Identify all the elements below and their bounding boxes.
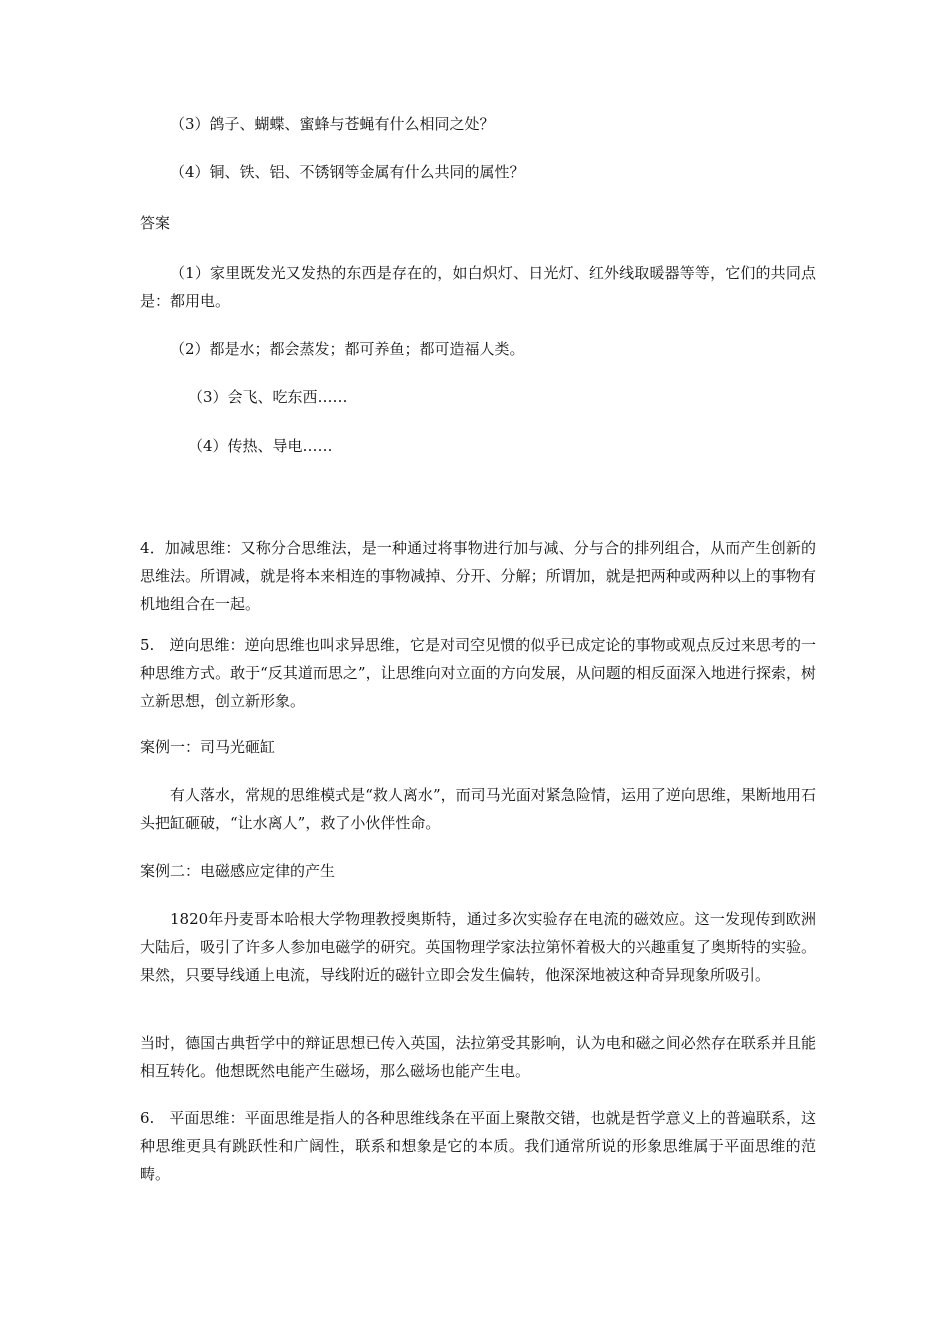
- answer-4: （4）传热、导电……: [188, 437, 333, 455]
- section-6-plane-thinking: 6. 平面思维：平面思维是指人的各种思维线条在平面上聚散交错，也就是哲学意义上的普遍联系，这种思维更具有跳跃性和广阔性，联系和想象是它的本质。我们通常所说的形象思维属于平面思维的范畴。: [140, 1109, 816, 1183]
- case-1-title: 案例一：司马光砸缸: [140, 738, 276, 756]
- answer-2: （2）都是水；都会蒸发；都可养鱼；都可造福人类。: [170, 340, 525, 358]
- case-2-title: 案例二：电磁感应定律的产生: [140, 862, 336, 880]
- case-1-body: 有人落水，常规的思维模式是“救人离水”，而司马光面对紧急险情，运用了逆向思维，果断地用石头把缸砸破，“让水离人”，救了小伙伴性命。: [140, 786, 816, 832]
- section-5-reverse-thinking: 5. 逆向思维：逆向思维也叫求异思维，它是对司空见惯的似乎已成定论的事物或观点反过来思考的一种思维方式。敢于“反其道而思之”，让思维向对立面的方向发展，从问题的相反面深入地进行探索，树立新思想，创立新形象。: [140, 636, 816, 710]
- question-4: （4）铜、铁、铝、不锈钢等金属有什么共同的属性？: [170, 163, 525, 181]
- answer-1: （1）家里既发光又发热的东西是存在的，如白炽灯、日光灯、红外线取暖器等等，它们的共同点是：都用电。: [140, 264, 816, 310]
- section-4-additive-thinking: 4．加减思维：又称分合思维法，是一种通过将事物进行加与减、分与合的排列组合，从而产生创新的思维法。所谓减，就是将本来相连的事物减掉、分开、分解；所谓加，就是把两种或两种以上的事物有机地组合在一起。: [140, 539, 816, 613]
- answer-3: （3）会飞、吃东西……: [188, 388, 348, 406]
- case-2-body: 1820年丹麦哥本哈根大学物理教授奥斯特，通过多次实验存在电流的磁效应。这一发现传到欧洲大陆后，吸引了许多人参加电磁学的研究。英国物理学家法拉第怀着极大的兴趣重复了奥斯特的实验。果然，只要导线通上电流，导线附近的磁针立即会发生偏转，他深深地被这种奇异现象所吸引。: [140, 910, 816, 984]
- answer-heading: 答案: [140, 214, 171, 232]
- question-3: （3）鸽子、蝴蝶、蜜蜂与苍蝇有什么相同之处？: [170, 115, 495, 133]
- case-2-body-continued: 当时，德国古典哲学中的辩证思想已传入英国，法拉第受其影响，认为电和磁之间必然存在联系并且能相互转化。他想既然电能产生磁场，那么磁场也能产生电。: [140, 1034, 816, 1080]
